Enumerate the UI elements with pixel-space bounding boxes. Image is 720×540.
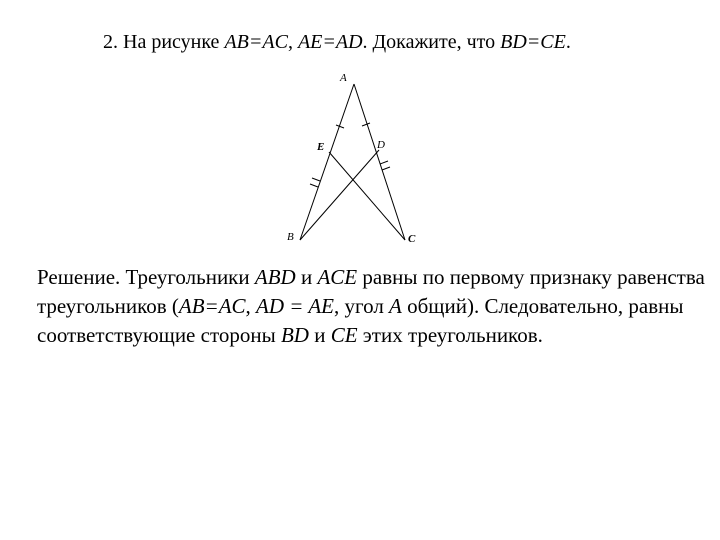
problem-statement [103,30,571,54]
solution-part-3: равны по первому признаку равенства треугольников ( [37,265,705,318]
solution-part-7: и [308,323,331,347]
condition-ae-ad: AE=AD [297,31,363,53]
triangle-lines [300,84,405,240]
tick-eb-1 [312,178,320,181]
solution-part-1: Решение. Треугольники [37,265,255,289]
segment-ce [329,152,405,240]
segment-ab [300,84,354,240]
condition-ab-ac: AB=AC [224,31,288,53]
side-bd: BD [280,323,309,347]
vertex-label-a: A [340,72,347,84]
tick-dc-1 [380,161,388,164]
tick-ad [362,123,370,126]
problem-text-1: На рисунке [118,31,225,53]
segment-ac [354,84,405,240]
solution-part-5: , угол [334,294,390,318]
goal-bd-ce: BD=CE [500,31,566,53]
angle-a: A [389,294,402,318]
problem-text-2: , [287,31,298,53]
side-ce: CE [330,323,358,347]
solution-paragraph [37,263,707,350]
tick-dc-2 [382,167,390,170]
vertex-label-d: D [377,139,385,151]
triangle-abd: ABD [254,265,296,289]
triangle-ace: ACE [317,265,358,289]
tick-eb-2 [310,184,318,187]
vertex-label-c: C [408,233,416,245]
solution-part-8: этих треугольников. [357,323,543,347]
vertex-label-e: E [317,141,325,153]
solution-text [37,263,707,350]
solution-part-2: и [295,265,318,289]
problem-text-4: . [565,31,571,53]
solution-part-4: , [245,294,257,318]
equality-ad-ae: AD = AE [256,294,334,318]
problem-text-3: . Докажите, что [362,31,501,53]
problem-number: 2. [103,31,118,53]
equality-ab-ac: AB=AC [178,294,246,318]
geometry-figure [280,70,440,250]
solution-part-6: общий). Следовательно, равны соответствующие стороны [37,294,684,347]
vertex-label-b: B [287,231,294,243]
